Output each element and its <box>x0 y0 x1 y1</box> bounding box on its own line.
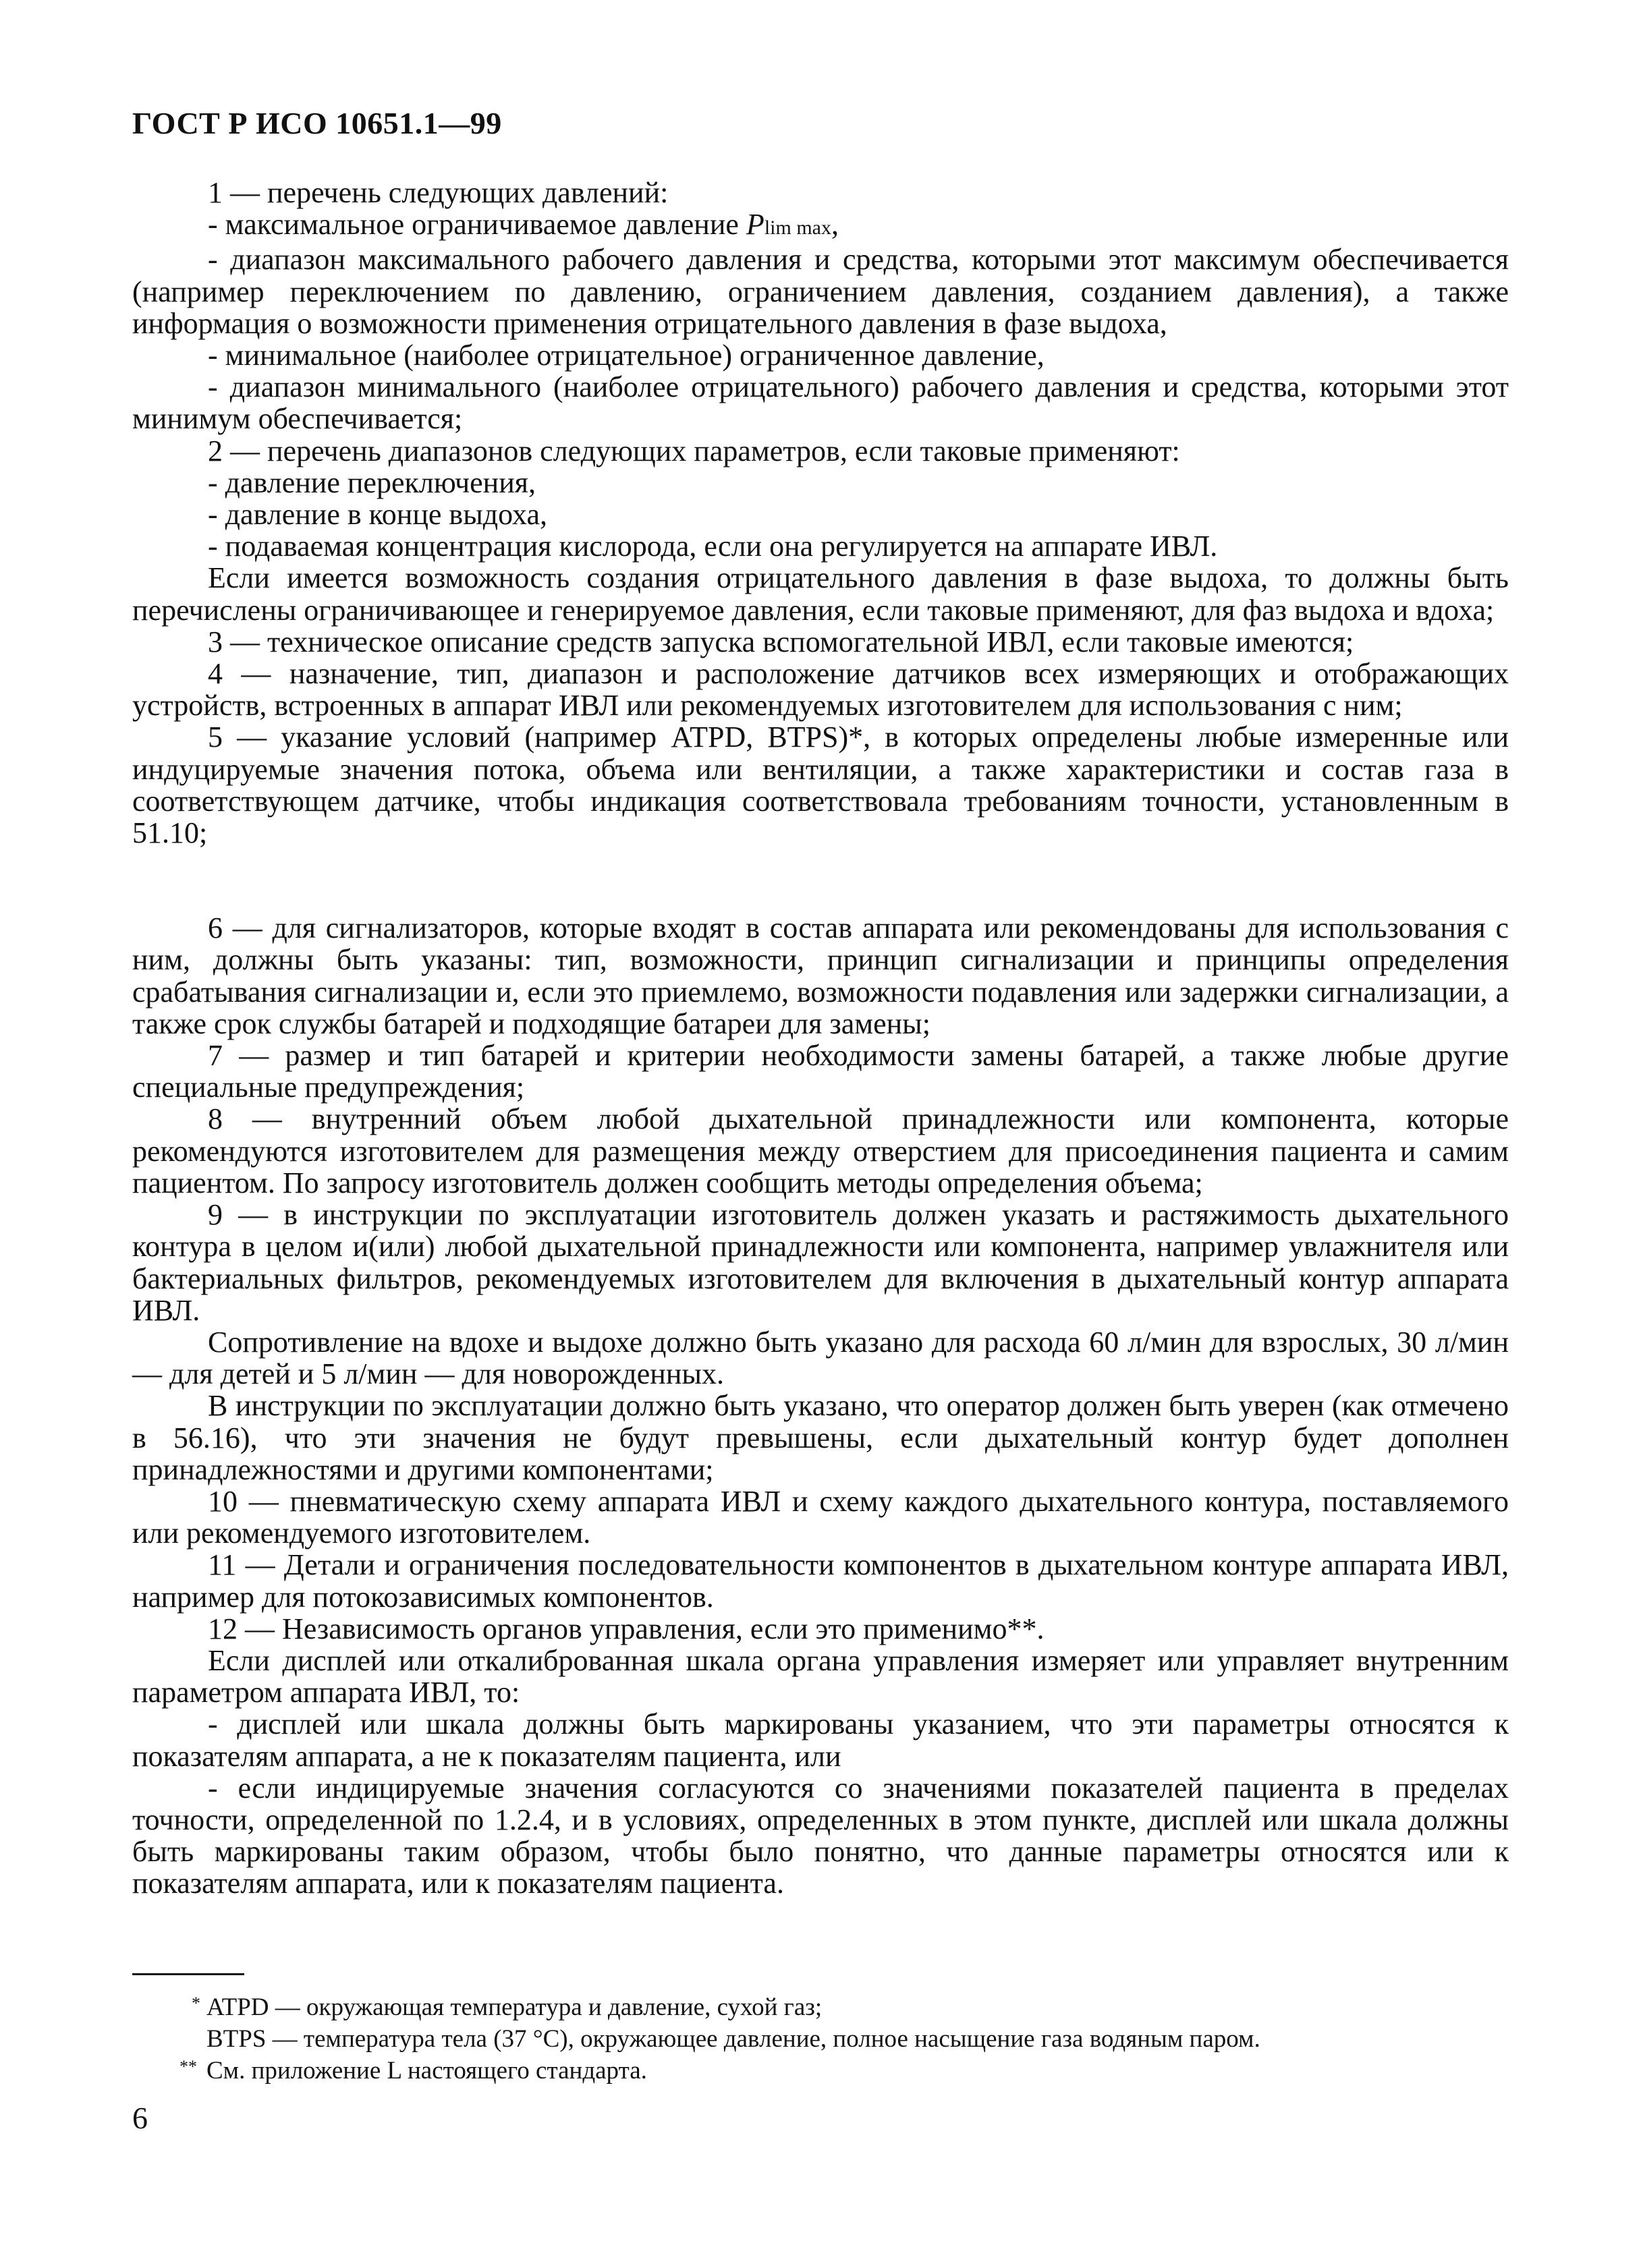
paragraph: 11 — Детали и ограничения последовательности компонентов в дыхательном контуре аппарата ИВЛ, например для потокозависимых компонентов. <box>132 1548 1509 1614</box>
paragraph: 5 — указание условий (например АТРD, BTPS)*, в которых определены любые измеренные или индуцируемые значения потока, объема или вентиляции, а также характеристики и состав газа в соответствующем датчике, чтобы индикация соответствовала требованиям точности, установленным в 51.10; <box>132 720 1509 850</box>
paragraph: 12 — Независимость органов управления, если это применимо**. <box>208 1612 1045 1645</box>
paragraph: В инструкции по эксплуатации должно быть указано, что оператор должен быть уверен (как отмечено в 56.16), что эти значения не будут превышены, если дыхательный контур будет дополнен принадлежностями и другими компонентами; <box>132 1389 1509 1486</box>
main-text <box>132 177 1509 1900</box>
paragraph: - если индицируемые значения согласуются со значениями показателей пациента в пределах точности, определенной по 1.2.4, и в условиях, определенных в этом пункте, дисплей или шкала должны быть маркированы таким образом, чтобы было понятно, что данные параметры относятся или к показателям аппарата, или к показателям пациента. <box>132 1771 1509 1900</box>
text-run: , <box>831 208 839 242</box>
paragraph: - давление в конце выдоха, <box>208 498 547 532</box>
paragraph: 3 — техническое описание средств запуска вспомогательной ИВЛ, если таковые имеются; <box>208 625 1354 658</box>
paragraph: 4 — назначение, тип, диапазон и расположение датчиков всех измеряющих и отображающих устройств, встроенных в аппарат ИВЛ или рекомендуемых изготовителем для использования с ним; <box>132 657 1509 722</box>
paragraph: 1 — перечень следующих давлений: <box>208 176 669 209</box>
footnote-text: См. приложение L настоящего стандарта. <box>206 2057 647 2085</box>
paragraph: - давление переключения, <box>208 465 536 499</box>
paragraph: - диапазон максимального рабочего давления и средства, которыми этот максимум обеспечивается (например переключением по давлению, ограничением давления, созданием давления), а также информация о возможности применения отрицательного давления в фазе выдоха, <box>132 243 1509 340</box>
footnote <box>132 1991 1509 2023</box>
paragraph: - диапазон минимального (наиболее отрицательного) рабочего давления и средства, которыми этот минимум обеспечивается; <box>132 370 1509 436</box>
document-header: ГОСТ Р ИСО 10651.1—99 <box>132 106 502 140</box>
pressure-subscript: lim max <box>764 217 831 239</box>
paragraph <box>132 208 1509 244</box>
paragraph: - дисплей или шкала должны быть маркированы указанием, что эти параметры относятся к показателям аппарата, а не к показателям пациента, или <box>132 1707 1509 1773</box>
footnote-divider <box>132 1973 244 1975</box>
paragraph: - минимальное (наиболее отрицательное) ограниченное давление, <box>208 339 1045 372</box>
footnotes <box>132 1991 1509 2087</box>
paragraph: - подаваемая концентрация кислорода, если она регулируется на аппарате ИВЛ. <box>208 530 1218 563</box>
paragraph: 9 — в инструкции по эксплуатации изготовитель должен указать и растяжимость дыхательного контура в целом и(или) любой дыхательной принадлежности или компонента, например увлажнителя или бактериальных фильтров, рекомендуемых изготовителем для включения в дыхательный контур аппарата ИВЛ. <box>132 1198 1509 1327</box>
page-number: 6 <box>132 2101 148 2135</box>
pressure-symbol: P <box>746 208 764 242</box>
paragraph: 8 — внутренний объем любой дыхательной принадлежности или компонента, которые рекомендуются изготовителем для размещения между отверстием для присоединения пациента и самим пациентом. По запросу изготовитель должен сообщить методы определения объема; <box>132 1102 1509 1199</box>
paragraph: 10 — пневматическую схему аппарата ИВЛ и схему каждого дыхательного контура, поставляемого или рекомендуемого изготовителем. <box>132 1484 1509 1550</box>
footnote-text: ATPD — окружающая температура и давление, сухой газ; <box>206 1993 823 2021</box>
paragraph: 2 — перечень диапазонов следующих параметров, если таковые применяют: <box>208 434 1180 467</box>
footnote-text: BTPS — температура тела (37 °С), окружающее давление, полное насыщение газа водяным паром. <box>206 2025 1260 2053</box>
footnote <box>132 2055 1509 2087</box>
text-run: - максимальное ограничиваемое давление <box>208 208 746 242</box>
paragraph: Если имеется возможность создания отрицательного давления в фазе выдоха, то должны быть перечислены ограничивающее и генерируемое давления, если таковые применяют, для фаз выдоха и вдоха; <box>132 561 1509 627</box>
paragraph: 6 — для сигнализаторов, которые входят в состав аппарата или рекомендованы для использования с ним, должны быть указаны: тип, возможности, принцип сигнализации и принципы определения срабатывания сигнализации и, если это приемлемо, возможности подавления или задержки сигнализации, а также срок службы батарей и подходящие батареи для замены; <box>132 911 1509 1040</box>
paragraph: Если дисплей или откалиброванная шкала органа управления измеряет или управляет внутренним параметром аппарата ИВЛ, то: <box>132 1643 1509 1709</box>
paragraph: Сопротивление на вдохе и выдохе должно быть указано для расхода 60 л/мин для взрослых, 30 л/мин — для детей и 5 л/мин — для новорожденных. <box>132 1325 1509 1391</box>
footnote-mark: * <box>192 1993 200 2013</box>
paragraph: 7 — размер и тип батарей и критерии необходимости замены батарей, а также любые другие специальные предупреждения; <box>132 1039 1509 1104</box>
footnote-mark: ** <box>179 2057 197 2076</box>
footnote <box>132 2023 1509 2055</box>
